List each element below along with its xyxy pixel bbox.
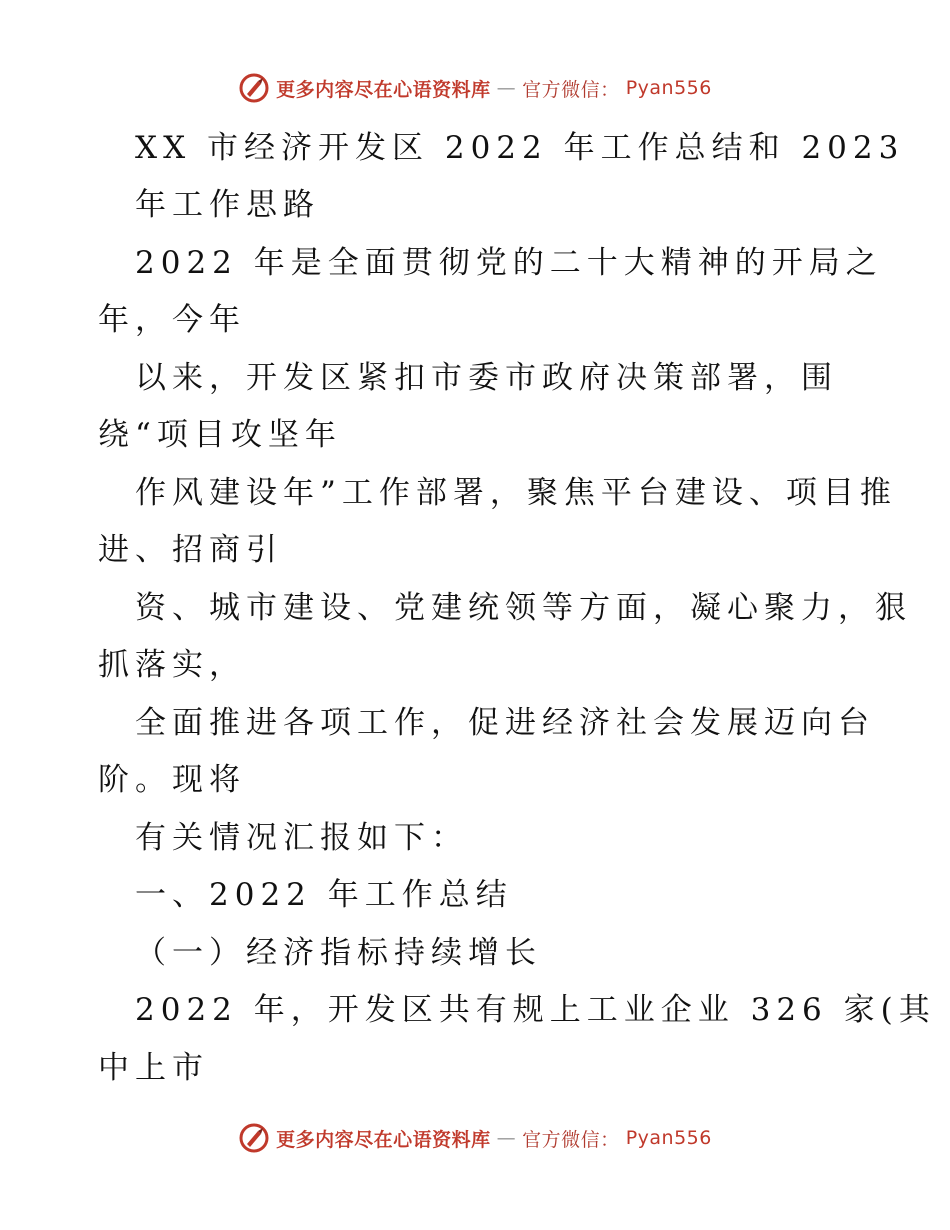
doc-title-line-2: 年工作思路 xyxy=(135,187,320,223)
paragraph-line: 资、城市建设、党建统领等方面，凝心聚力，狠 xyxy=(135,590,912,626)
watermark-separator: — xyxy=(496,77,517,99)
paragraph-line: 有关情况汇报如下： xyxy=(135,820,468,856)
section-heading: 一、2022 年工作总结 xyxy=(135,877,513,913)
paragraph-line: 以来，开发区紧扣市委市政府决策部署，围 xyxy=(135,360,838,396)
paragraph-line: 绕“项目攻坚年 xyxy=(98,417,342,453)
watermark-main-text: 更多内容尽在心语资料库 xyxy=(276,1128,491,1151)
logo-icon xyxy=(238,72,270,104)
subsection-heading: （一）经济指标持续增长 xyxy=(135,935,542,971)
paragraph-line: 年，今年 xyxy=(98,302,246,338)
doc-title-line-1: XX 市经济开发区 2022 年工作总结和 2023 xyxy=(135,130,905,166)
watermark-main-text: 更多内容尽在心语资料库 xyxy=(276,78,491,101)
watermark-sub-text: 官方微信： xyxy=(522,1128,620,1151)
paragraph-line: 抓落实， xyxy=(98,647,246,683)
paragraph-line: 2022 年是全面贯彻党的二十大精神的开局之 xyxy=(135,245,883,281)
paragraph-line: 中上市 xyxy=(98,1050,209,1086)
watermark-sub-text: 官方微信： xyxy=(522,78,620,101)
paragraph-line: 进、招商引 xyxy=(98,532,283,568)
watermark-id: Pyan556 xyxy=(625,1127,712,1149)
logo-icon xyxy=(238,1122,270,1154)
paragraph-line: 2022 年，开发区共有规上工业企业 326 家(其 xyxy=(135,992,936,1028)
watermark-header xyxy=(0,72,950,104)
watermark-footer xyxy=(0,1122,950,1154)
paragraph-line: 全面推进各项工作，促进经济社会发展迈向台 xyxy=(135,705,875,741)
paragraph-line: 阶。现将 xyxy=(98,762,246,798)
watermark-separator: — xyxy=(496,1127,517,1149)
paragraph-line: 作风建设年”工作部署，聚焦平台建设、项目推 xyxy=(135,475,897,511)
watermark-id: Pyan556 xyxy=(625,77,712,99)
